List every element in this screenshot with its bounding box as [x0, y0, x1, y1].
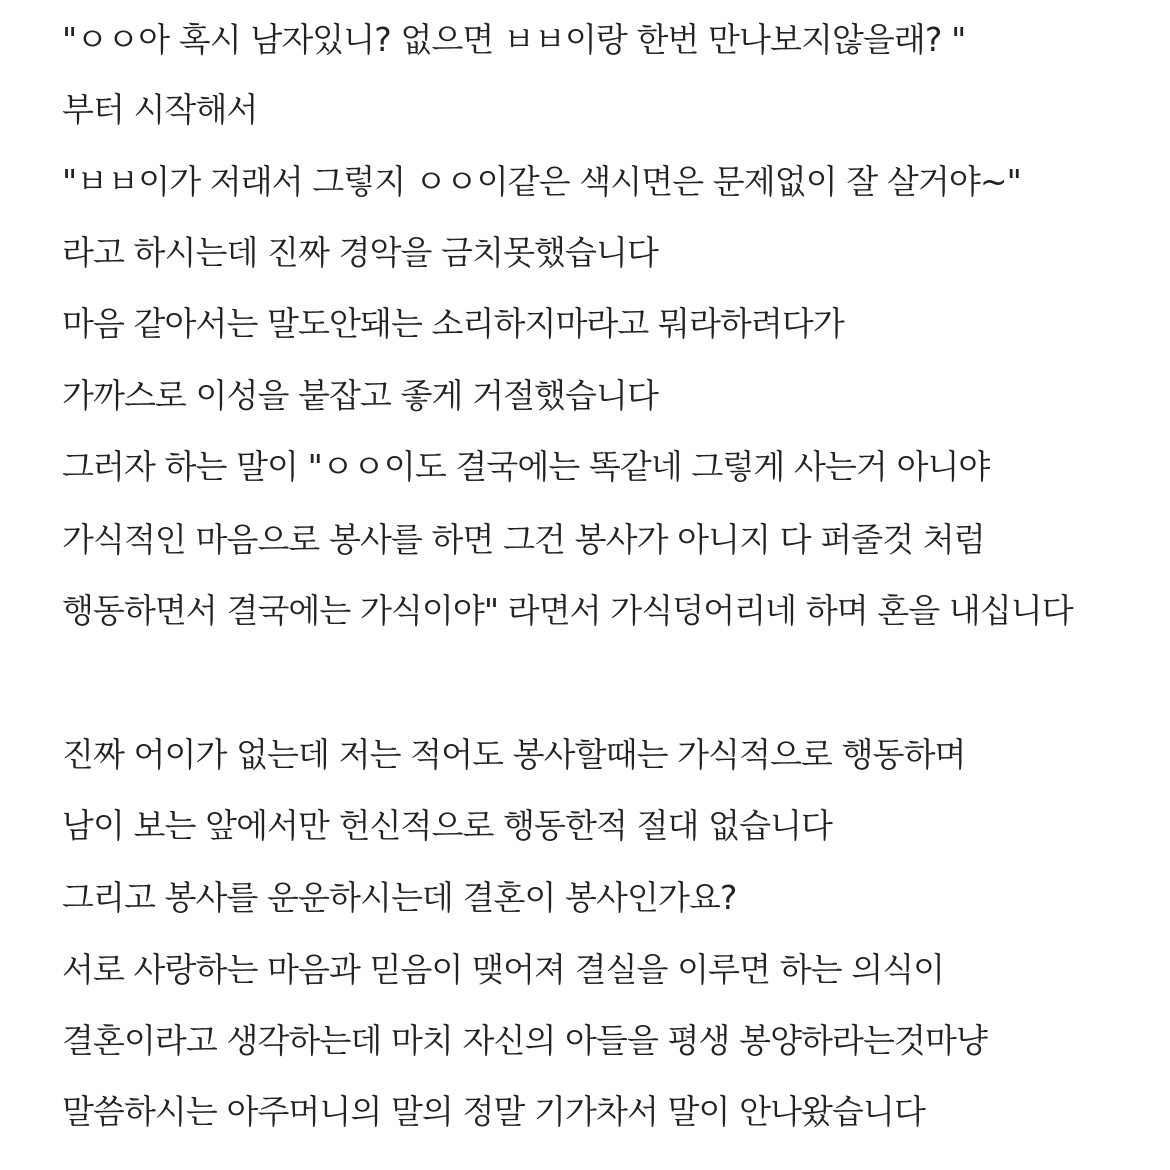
text-line: 마음 같아서는 말도안돼는 소리하지마라고 뭐라하려다가	[62, 304, 844, 343]
text-line: 서로 사랑하는 마음과 믿음이 맺어져 결실을 이루면 하는 의식이	[62, 950, 945, 989]
text-line: 부터 시작해서	[62, 90, 258, 129]
text-line: 그러자 하는 말이 "ㅇㅇ이도 결국에는 똑같네 그렇게 사는거 아니야	[62, 447, 990, 486]
text-line: 그리고 봉사를 운운하시는데 결혼이 봉사인가요?	[62, 878, 737, 917]
text-line: 남이 보는 앞에서만 헌신적으로 행동한적 절대 없습니다	[62, 806, 833, 845]
text-line: "ㅇㅇ아 혹시 남자있니? 없으면 ㅂㅂ이랑 한번 만나보지않을래? "	[62, 20, 966, 59]
text-line: 라고 하시는데 진짜 경악을 금치못했습니다	[62, 233, 658, 272]
text-line: 행동하면서 결국에는 가식이야" 라면서 가식덩어리네 하며 혼을 내십니다	[62, 591, 1073, 630]
text-line: 결혼이라고 생각하는데 마치 자신의 아들을 평생 봉양하라는것마냥	[62, 1021, 987, 1060]
text-line: 진짜 어이가 없는데 저는 적어도 봉사할때는 가식적으로 행동하며	[62, 735, 966, 774]
text-line: 가식적인 마음으로 봉사를 하면 그건 봉사가 아니지 다 퍼줄것 처럼	[62, 520, 985, 559]
text-line: "ㅂㅂ이가 저래서 그렇지 ㅇㅇ이같은 색시면은 문제없이 잘 살거야~"	[62, 162, 1021, 201]
text-line: 가까스로 이성을 붙잡고 좋게 거절했습니다	[62, 376, 658, 415]
text-line: 말씀하시는 아주머니의 말의 정말 기가차서 말이 안나왔습니다	[62, 1092, 925, 1131]
